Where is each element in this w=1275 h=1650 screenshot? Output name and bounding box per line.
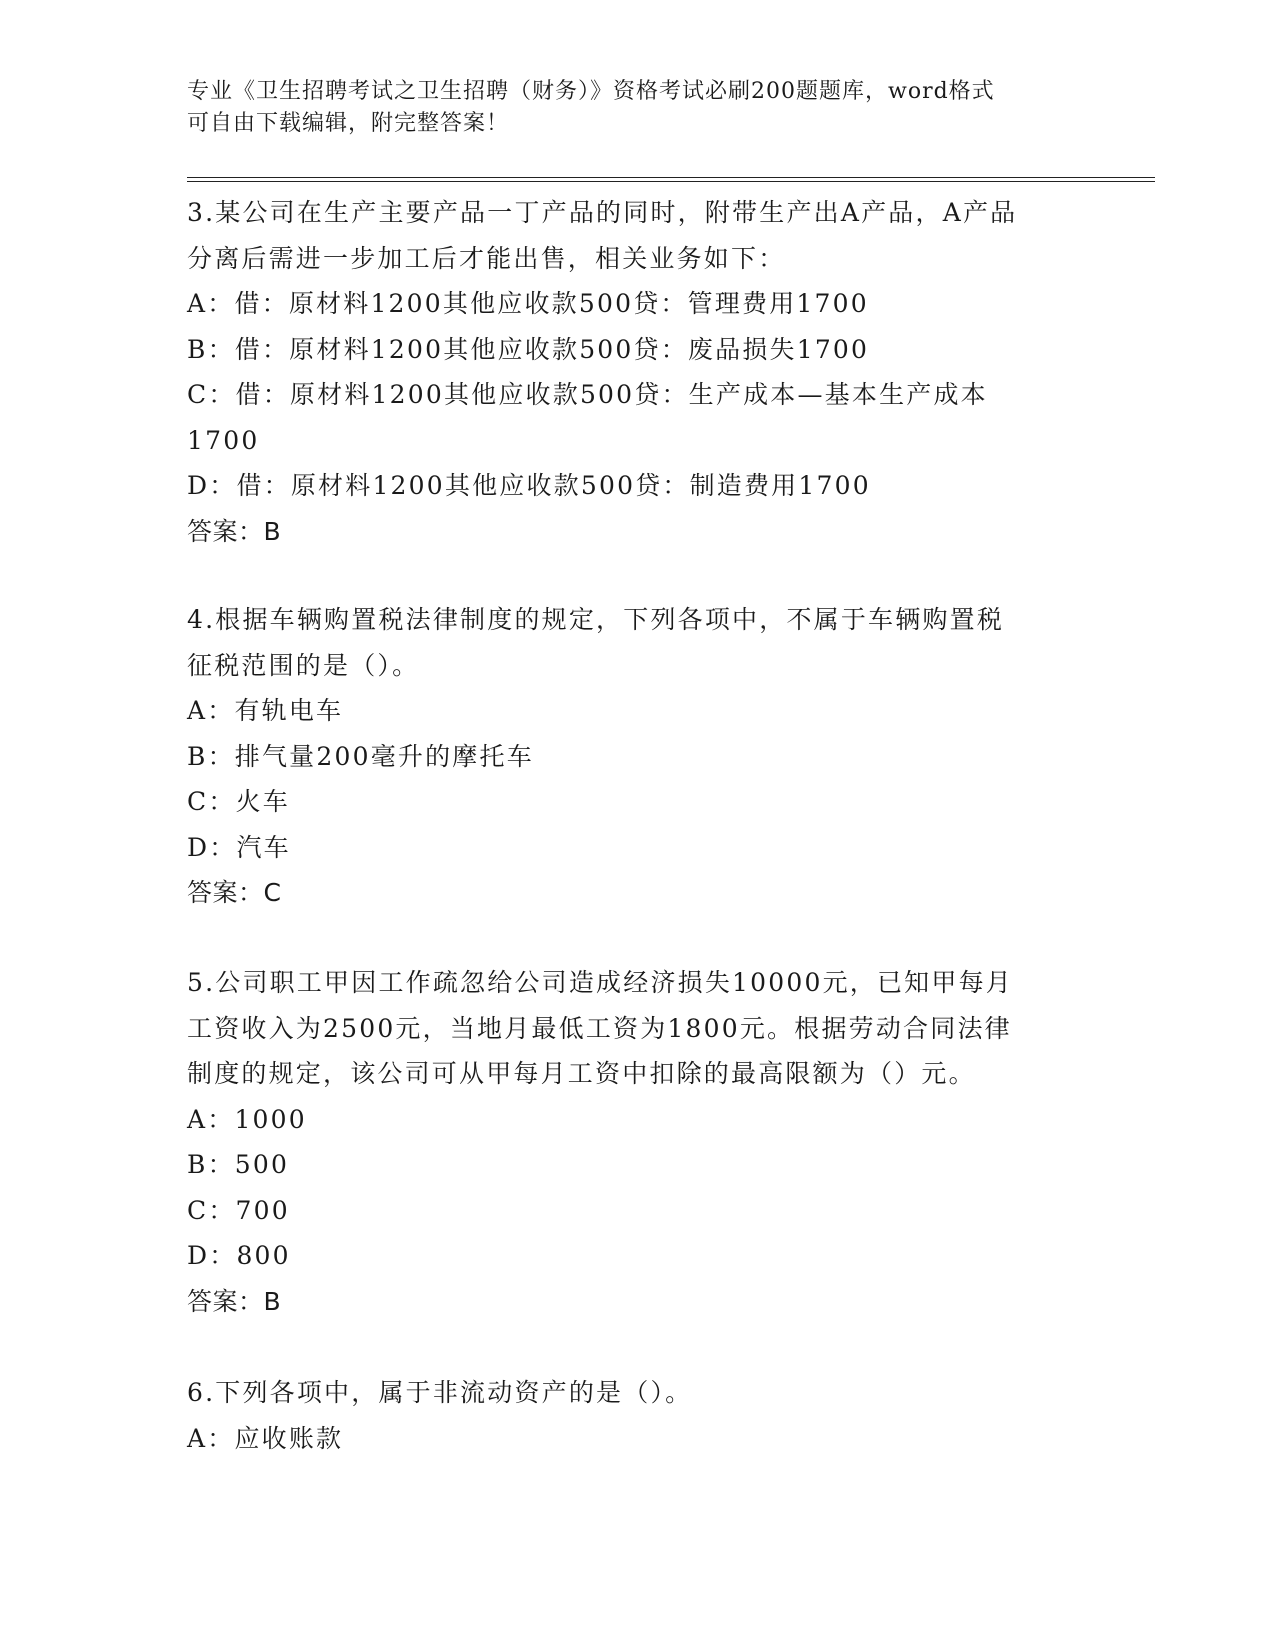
option-a: A：有轨电车 <box>187 696 344 725</box>
option-b: B：排气量200毫升的摩托车 <box>187 741 534 771</box>
header-divider <box>187 177 1155 182</box>
option-c-continued: 1700 <box>187 425 260 455</box>
question-stem-line: 工资收入为2500元，当地月最低工资为1800元。根据劳动合同法律 <box>187 1013 1012 1043</box>
option-d: D：借：原材料1200其他应收款500贷：制造费用1700 <box>187 471 871 500</box>
document-header <box>187 76 1067 140</box>
option-d: D：汽车 <box>187 832 291 862</box>
header-line-2: 可自由下载编辑，附完整答案！ <box>187 111 510 136</box>
option-c: C：火车 <box>187 787 290 816</box>
question-3 <box>187 190 1067 554</box>
header-line-1: 专业《卫生招聘考试之卫生招聘（财务）》资格考试必刷200题题库，word格式 <box>187 79 995 104</box>
question-4 <box>187 597 1067 916</box>
question-stem-line: 6.下列各项中，属于非流动资产的是（）。 <box>187 1378 693 1407</box>
question-6 <box>187 1370 1067 1461</box>
option-c: C：700 <box>187 1195 290 1225</box>
option-a: A：借：原材料1200其他应收款500贷：管理费用1700 <box>187 289 869 318</box>
option-a: A：1000 <box>187 1104 307 1134</box>
option-c: C：借：原材料1200其他应收款500贷：生产成本—基本生产成本 <box>187 380 988 409</box>
option-a: A：应收账款 <box>187 1423 344 1453</box>
question-stem-line: 分离后需进一步加工后才能出售，相关业务如下： <box>187 243 786 273</box>
question-stem-line: 征税范围的是（）。 <box>187 650 420 680</box>
question-stem-line: 制度的规定，该公司可从甲每月工资中扣除的最高限额为（）元。 <box>187 1059 976 1088</box>
answer-line: 答案：C <box>187 878 282 907</box>
option-d: D：800 <box>187 1241 291 1270</box>
option-b: B：借：原材料1200其他应收款500贷：废品损失1700 <box>187 334 870 364</box>
answer-line: 答案：B <box>187 1286 282 1316</box>
question-stem-line: 5.公司职工甲因工作疏忽给公司造成经济损失10000元，已知甲每月 <box>187 968 1013 997</box>
answer-line: 答案：B <box>187 516 282 546</box>
question-stem-line: 3.某公司在生产主要产品一丁产品的同时，附带生产出A产品，A产品 <box>187 198 1018 227</box>
question-5 <box>187 960 1067 1324</box>
option-b: B：500 <box>187 1150 290 1179</box>
question-stem-line: 4.根据车辆购置税法律制度的规定，下列各项中，不属于车辆购置税 <box>187 605 1005 634</box>
